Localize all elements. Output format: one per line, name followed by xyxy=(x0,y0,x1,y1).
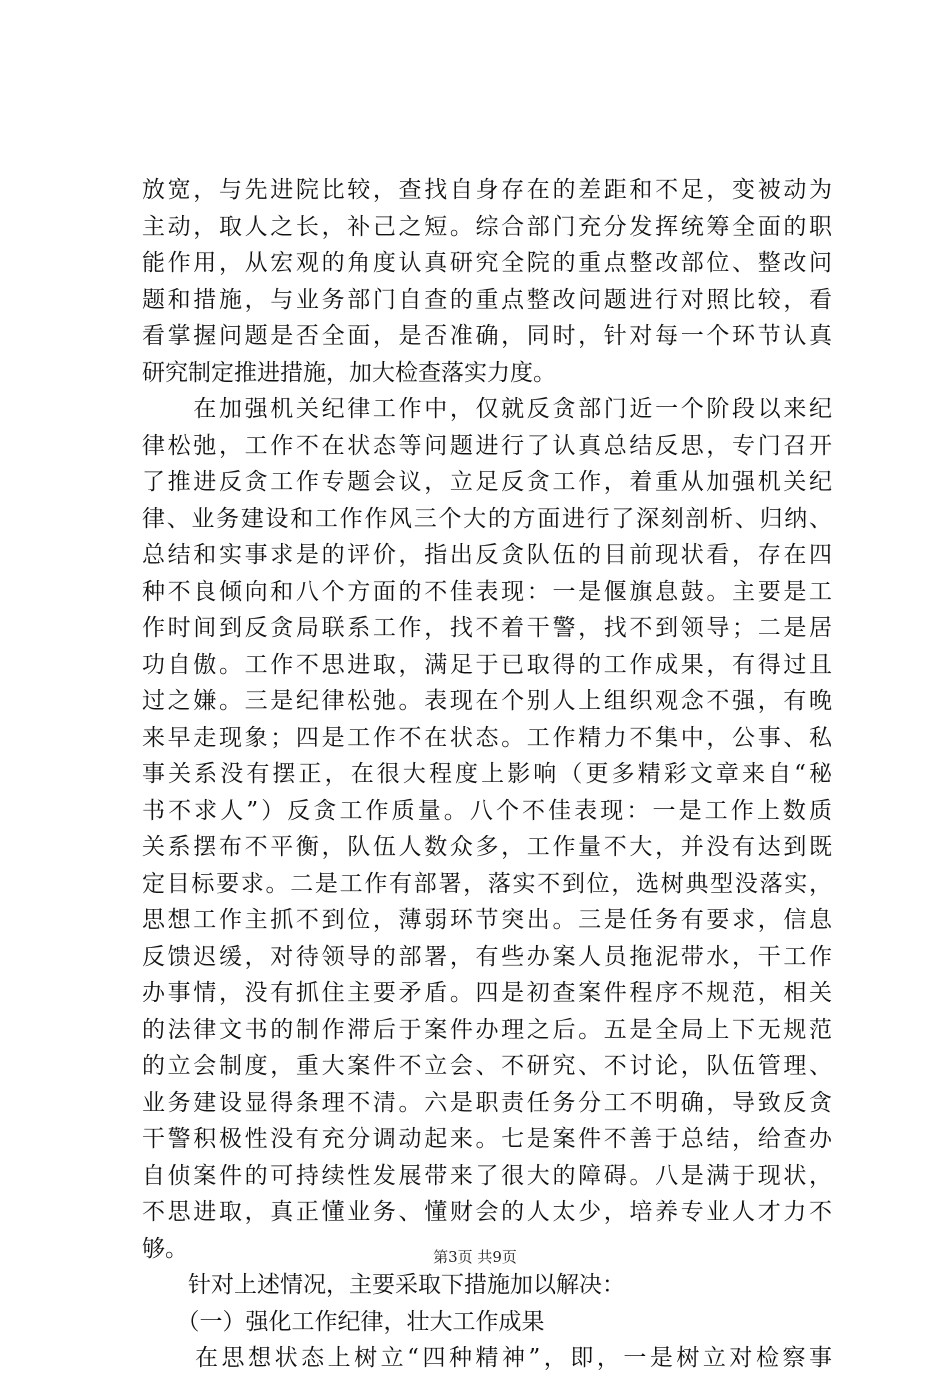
text-line: 反馈迟缓，对待领导的部署，有些办案人员拖泥带水，干工作 xyxy=(142,943,832,970)
text-line: 放宽，与先进院比较，查找自身存在的差距和不足，变被动为 xyxy=(142,177,832,203)
body-text xyxy=(142,172,832,1377)
text-line: 研究制定推进措施，加大检查落实力度。 xyxy=(142,359,556,386)
text-line: 干警积极性没有充分调动起来。七是案件不善于总结，给查办 xyxy=(142,1126,832,1152)
text-line: 过之嫌。三是纪律松弛。表现在个别人上组织观念不强，有晚 xyxy=(142,688,832,714)
text-line: 书不求人”）反贪工作质量。八个不佳表现：一是工作上数质 xyxy=(142,797,832,824)
text-line: 功自傲。工作不思进取，满足于已取得的工作成果，有得过且 xyxy=(142,651,832,678)
text-line: 能作用，从宏观的角度认真研究全院的重点整改部位、整改问 xyxy=(142,250,832,276)
text-line: 的法律文书的制作滞后于案件办理之后。五是全局上下无规范 xyxy=(142,1016,832,1043)
text-line: 定目标要求。二是工作有部署，落实不到位，选树典型没落实， xyxy=(142,870,832,897)
text-line: 在思想状态上树立“四种精神”，即，一是树立对检察事 xyxy=(142,1345,832,1371)
text-line: 作时间到反贪局联系工作，找不着干警，找不到领导；二是居 xyxy=(142,615,832,641)
text-line: 了推进反贪工作专题会议，立足反贪工作，着重从加强机关纪 xyxy=(142,469,832,495)
text-line: 思想工作主抓不到位，薄弱环节突出。三是任务有要求，信息 xyxy=(142,907,832,933)
text-line: 事关系没有摆正，在很大程度上影响（更多精彩文章来自“秘 xyxy=(142,761,832,787)
text-line: 够。 xyxy=(142,1235,188,1262)
text-line: 题和措施，与业务部门自查的重点整改问题进行对照比较，看 xyxy=(142,286,832,313)
text-line: 针对上述情况，主要采取下措施加以解决： xyxy=(142,1272,625,1298)
text-line: 关系摆布不平衡，队伍人数众多，工作量不大，并没有达到既 xyxy=(142,834,832,860)
text-line: 主动，取人之长，补己之短。综合部门充分发挥统筹全面的职 xyxy=(142,213,832,240)
text-line: 总结和实事求是的评价，指出反贪队伍的目前现状看，存在四 xyxy=(142,542,832,568)
text-line: 在加强机关纪律工作中，仅就反贪部门近一个阶段以来纪 xyxy=(142,396,832,422)
text-line: 看掌握问题是否全面，是否准确，同时，针对每一个环节认真 xyxy=(142,323,832,349)
text-line: 自侦案件的可持续性发展带来了很大的障碍。八是满于现状， xyxy=(142,1162,832,1189)
section-heading: （一）强化工作纪律，壮大工作成果 xyxy=(142,1308,545,1335)
text-line: 办事情，没有抓住主要矛盾。四是初查案件程序不规范，相关 xyxy=(142,980,832,1006)
text-line: 律、业务建设和工作作风三个大的方面进行了深刻剖析、归纳、 xyxy=(142,505,832,532)
text-line: 律松弛，工作不在状态等问题进行了认真总结反思，专门召开 xyxy=(142,432,832,459)
text-line: 的立会制度，重大案件不立会、不研究、不讨论，队伍管理、 xyxy=(142,1053,832,1079)
text-line: 来早走现象；四是工作不在状态。工作精力不集中，公事、私 xyxy=(142,724,832,751)
text-line: 不思进取，真正懂业务、懂财会的人太少，培养专业人才力不 xyxy=(142,1199,832,1225)
text-line: 种不良倾向和八个方面的不佳表现：一是偃旗息鼓。主要是工 xyxy=(142,578,832,605)
text-line: 业务建设显得条理不清。六是职责任务分工不明确，导致反贪 xyxy=(142,1089,832,1116)
page-number: 第3页 共9页 xyxy=(433,1248,517,1266)
